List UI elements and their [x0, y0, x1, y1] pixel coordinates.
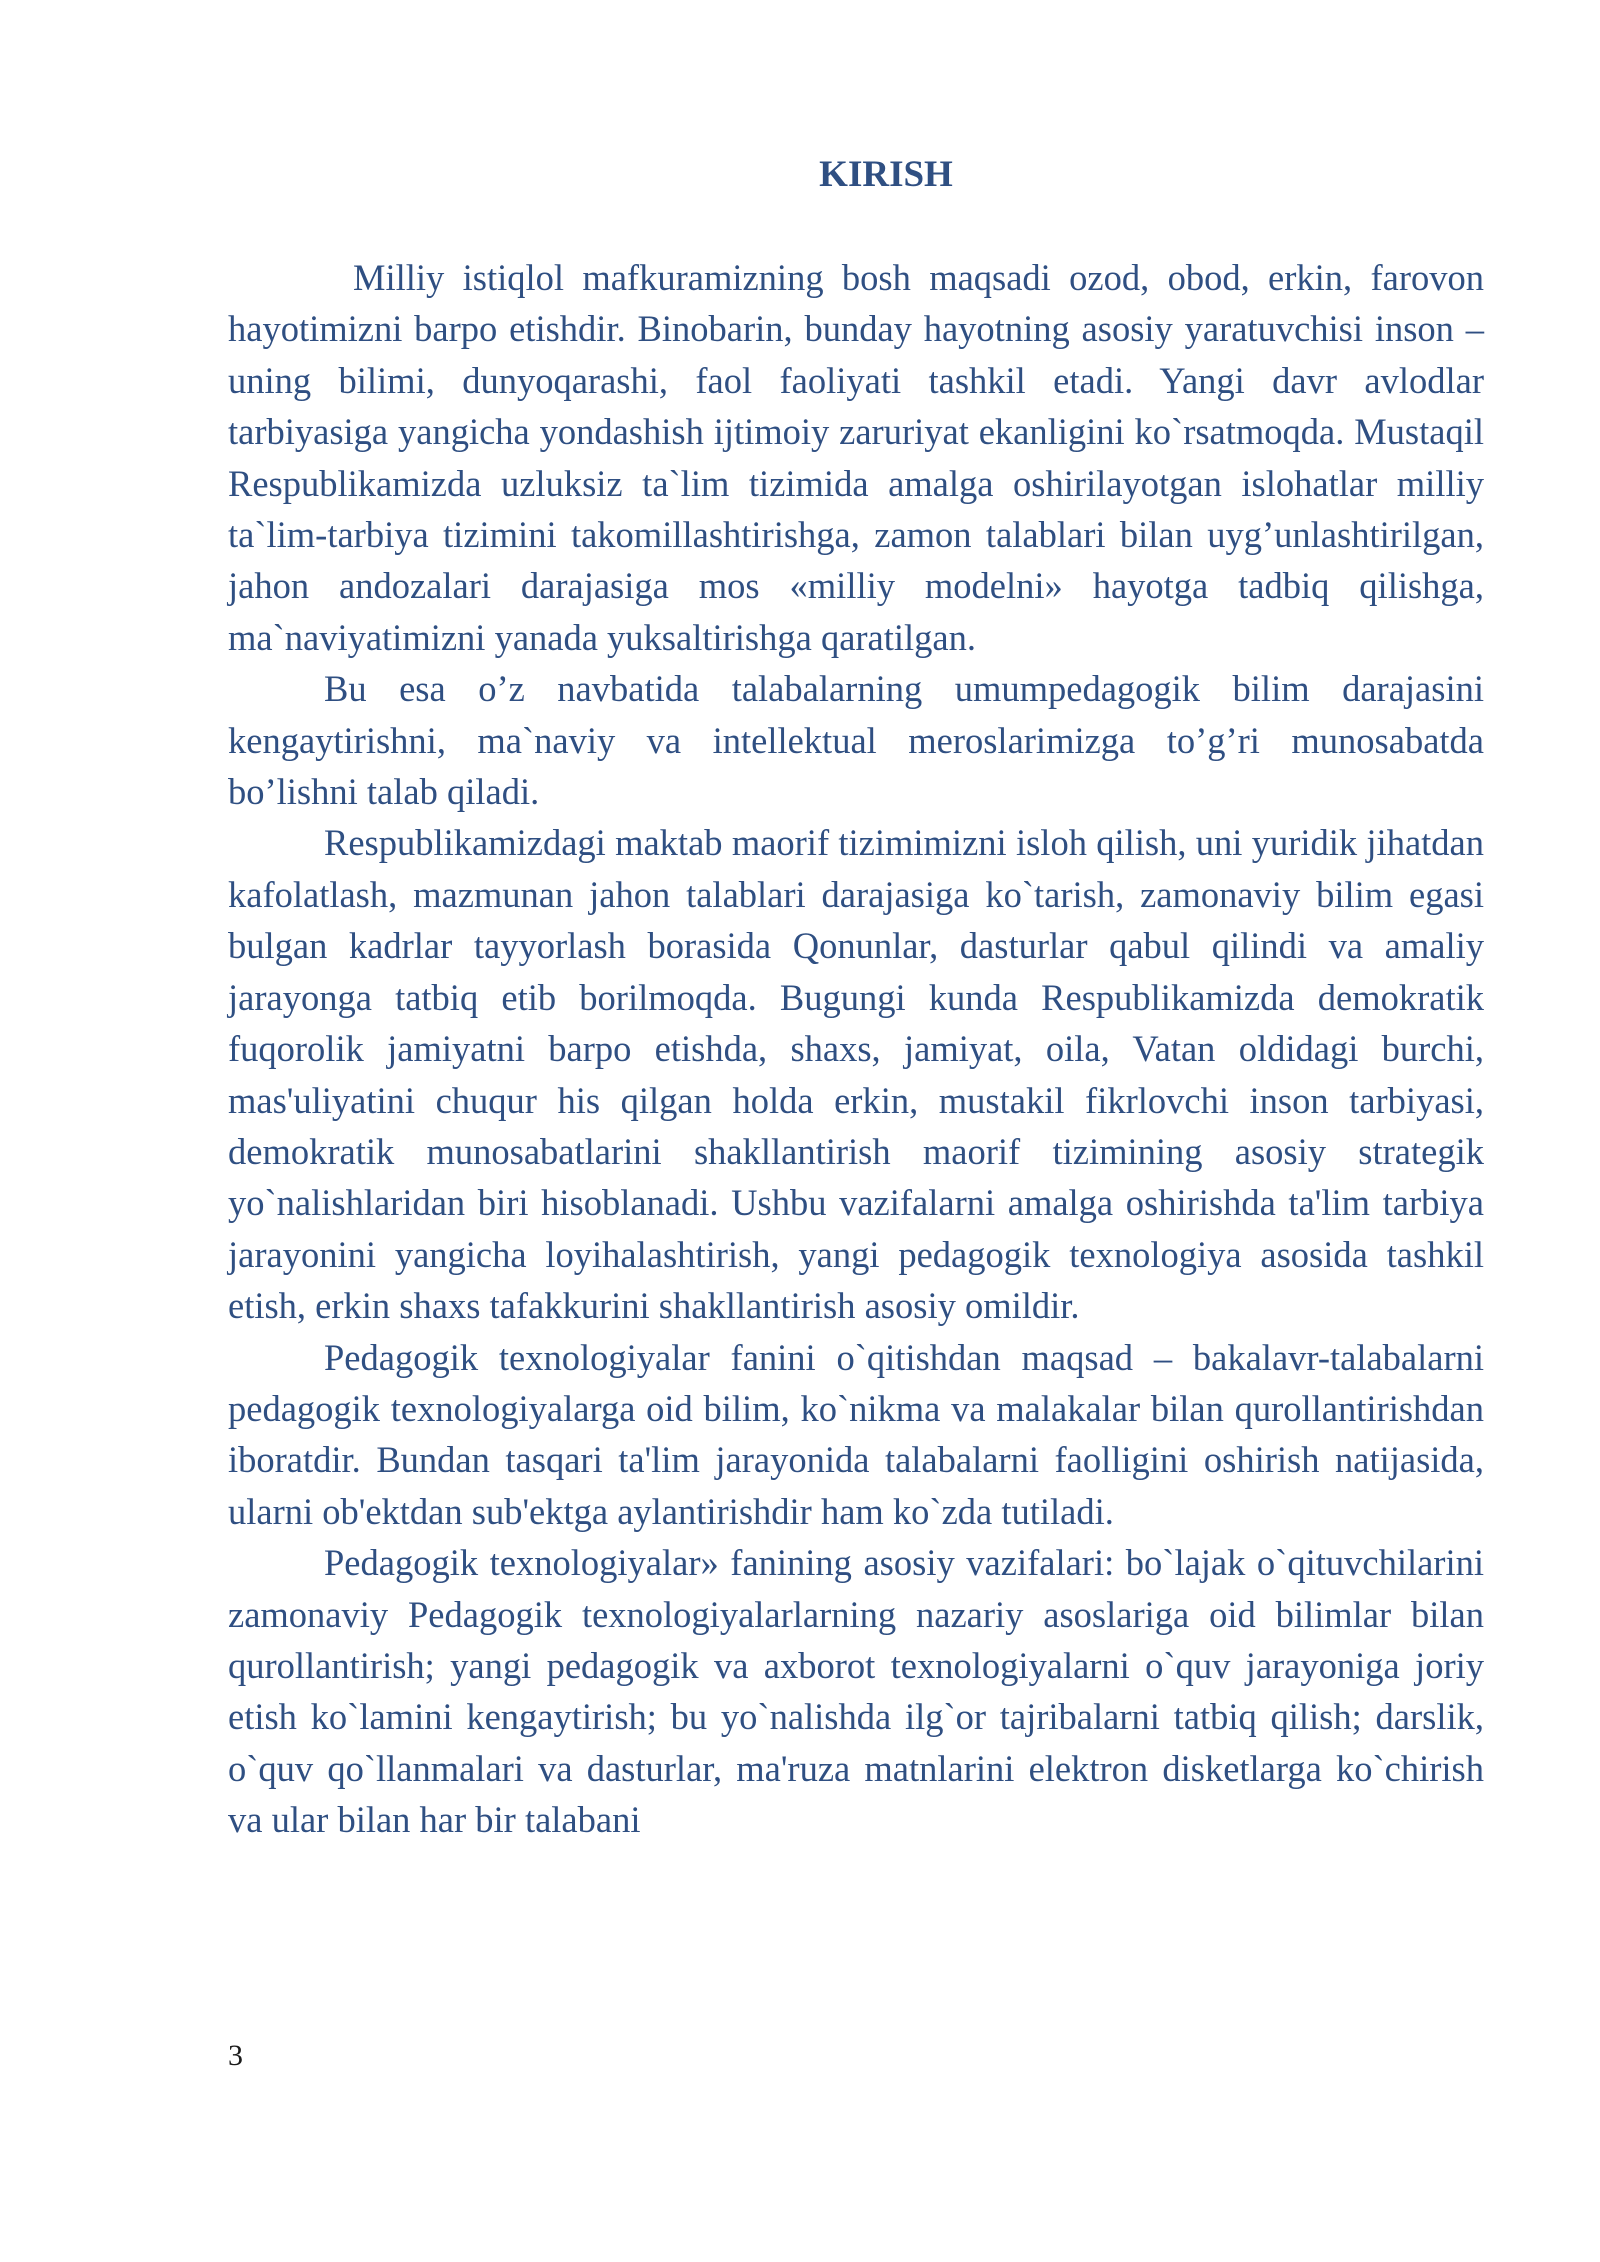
paragraph-1: Milliy istiqlol mafkuramizning bosh maqsadi ozod, obod, erkin, farovon hayotimizni barpo etishdir. Binobarin, bunday hayotning asosiy yaratuvchisi inson – uning bilimi, dunyoqarashi, faol faoliyati tashkil etadi. Yangi davr avlodlar tarbiyasiga yangicha yondashish ijtimoiy zaruriyat ekanligini ko`rsatmoqda. Mustaqil Respublikamizda uzluksiz ta`lim tizimida amalga oshirilayotgan islohatlar milliy ta`lim-tarbiya tizimini takomillashtirishga, zamon talablari bilan uyg’unlashtirilgan, jahon andozalari darajasiga mos «milliy modelni» hayotga tadbiq qilishga, ma`naviyatimizni yanada yuksaltirishga qaratilgan.: [228, 257, 1484, 658]
page-number: 3: [228, 2039, 243, 2072]
paragraph-2: Bu esa o’z navbatida talabalarning umumpedagogik bilim darajasini kengaytirishni, ma`naviy va intellektual meroslarimizga to’g’ri munosabatda bo’lishni talab qiladi.: [228, 668, 1484, 813]
paragraph-4: Pedagogik texnologiyalar fanini o`qitishdan maqsad – bakalavr-talabalarni pedagogik texnologiyalarga oid bilim, ko`nikma va malakalar bilan qurollantirishdan iboratdir. Bundan tasqari ta'lim jarayonida talabalarni faolligini oshirish natijasida, ularni ob'ektdan sub'ektga aylantirishdir ham ko`zda tutiladi.: [228, 1336, 1484, 1532]
page-title: KIRISH: [819, 154, 953, 195]
body-text: [228, 252, 1484, 1846]
paragraph-5: Pedagogik texnologiyalar» fanining asosiy vazifalari: bo`lajak o`qituvchilarini zamonaviy Pedagogik texnologiyalarlarning nazariy asoslariga oid bilimlar bilan qurollantirish; yangi pedagogik va axborot texnologiyalarni o`quv jarayoniga joriy etish ko`lamini kengaytirish; bu yo`nalishda ilg`or tajribalarni tatbiq qilish; darslik, o`quv qo`llanmalari va dasturlar, ma'ruza matnlarini elektron disketlarga ko`chirish va ular bilan har bir talabani: [228, 1542, 1484, 1841]
paragraph-3: Respublikamizdagi maktab maorif tizimimizni isloh qilish, uni yuridik jihatdan kafolatlash, mazmunan jahon talablari darajasiga ko`tarish, zamonaviy bilim egasi bulgan kadrlar tayyorlash borasida Qonunlar, dasturlar qabul qilindi va amaliy jarayonga tatbiq etib borilmoqda. Bugungi kunda Respublikamizda demokratik fuqorolik jamiyatni barpo etishda, shaxs, jamiyat, oila, Vatan oldidagi burchi, mas'uliyatini chuqur his qilgan holda erkin, mustakil fikrlovchi inson tarbiyasi, demokratik munosabatlarini shakllantirish maorif tizimining asosiy strategik yo`nalishlaridan biri hisoblanadi. Ushbu vazifalarni amalga oshirishda ta'lim tarbiya jarayonini yangicha loyihalashtirish, yangi pedagogik texnologiya asosida tashkil etish, erkin shaxs tafakkurini shakllantirish asosiy omildir.: [228, 822, 1484, 1327]
